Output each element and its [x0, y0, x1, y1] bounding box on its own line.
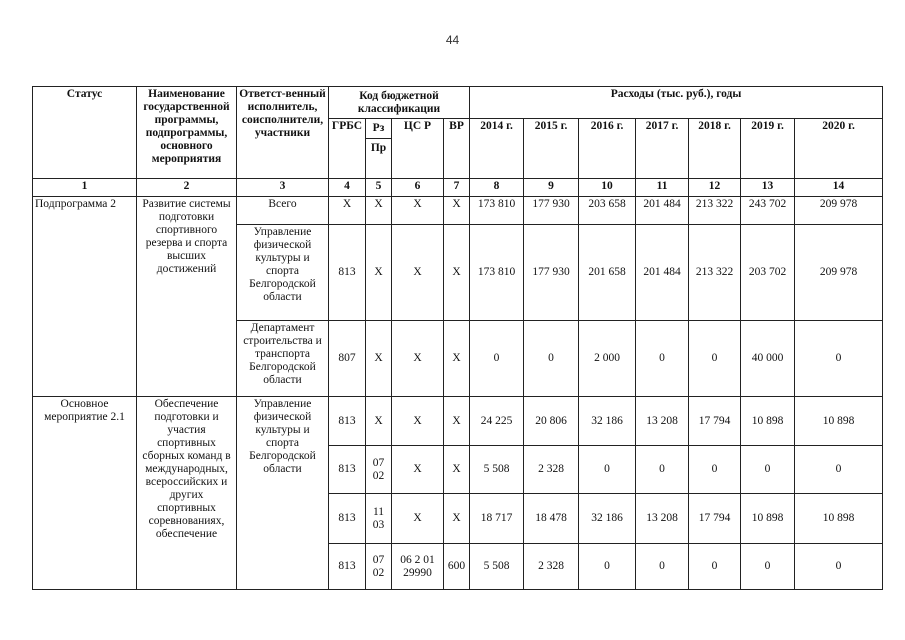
cell-pr: 02 [372, 566, 385, 579]
cell-value: 0 [470, 321, 524, 397]
cell-csr: Х [392, 321, 444, 397]
cell-vr: Х [444, 197, 470, 225]
header-year: 2018 г. [689, 119, 741, 179]
cell-value: 0 [636, 446, 689, 494]
cell-value: 0 [741, 446, 795, 494]
cell-vr: Х [444, 397, 470, 446]
cell-value: 201 484 [636, 225, 689, 321]
column-number: 5 [366, 179, 392, 197]
cell-grbs: 813 [329, 446, 366, 494]
cell-pr: 03 [372, 518, 385, 531]
header-pr: Пр [370, 142, 387, 154]
cell-value: 10 898 [741, 397, 795, 446]
cell-value: 10 898 [795, 494, 883, 544]
cell-value: 17 794 [689, 397, 741, 446]
cell-csr: Х [392, 397, 444, 446]
cell-value: 213 322 [689, 197, 741, 225]
header-year: 2017 г. [636, 119, 689, 179]
table-row [33, 197, 883, 225]
row-executor: Всего [237, 197, 329, 225]
header-vr: ВР [444, 119, 470, 179]
cell-value: 10 898 [741, 494, 795, 544]
header-budget-code: Код бюджетной классификации [329, 87, 470, 119]
budget-table [32, 86, 883, 590]
cell-vr: Х [444, 225, 470, 321]
cell-value: 0 [689, 446, 741, 494]
column-number: 9 [524, 179, 579, 197]
cell-value: 209 978 [795, 197, 883, 225]
row-name: Развитие системы подготовки спортивного резерва и спорта высших достижений [137, 197, 237, 397]
cell-value: 2 328 [524, 544, 579, 590]
cell-rz-pr [366, 446, 392, 494]
cell-value: 201 658 [579, 225, 636, 321]
header-executor: Ответст-венный исполнитель, соисполнители, участники [237, 87, 329, 179]
cell-value: 0 [795, 544, 883, 590]
column-number: 13 [741, 179, 795, 197]
cell-value: 20 806 [524, 397, 579, 446]
cell-rz-pr [366, 544, 392, 590]
cell-vr: Х [444, 494, 470, 544]
cell-value: 17 794 [689, 494, 741, 544]
header-csr: ЦС Р [392, 119, 444, 179]
column-number: 7 [444, 179, 470, 197]
header-rz-pr [366, 119, 392, 179]
cell-rz: 11 [372, 505, 385, 518]
header-status: Статус [33, 87, 137, 179]
header-rz: Рз [366, 119, 391, 139]
cell-grbs: 813 [329, 494, 366, 544]
header-year: 2015 г. [524, 119, 579, 179]
cell-vr: 600 [444, 544, 470, 590]
cell-grbs: 813 [329, 397, 366, 446]
cell-csr: Х [392, 197, 444, 225]
cell-value: 13 208 [636, 397, 689, 446]
cell-vr: Х [444, 321, 470, 397]
row-executor: Управление физической культуры и спорта Белгородской области [237, 225, 329, 321]
cell-value: 203 702 [741, 225, 795, 321]
header-grbs: ГРБС [329, 119, 366, 179]
header-year: 2014 г. [470, 119, 524, 179]
cell-value: 5 508 [470, 446, 524, 494]
header-year: 2019 г. [741, 119, 795, 179]
column-number: 8 [470, 179, 524, 197]
cell-value: 177 930 [524, 197, 579, 225]
cell-rz: Х [366, 197, 392, 225]
column-number: 1 [33, 179, 137, 197]
cell-value: 0 [741, 544, 795, 590]
cell-rz: Х [366, 397, 392, 446]
cell-rz: 07 [372, 553, 385, 566]
cell-value: 2 000 [579, 321, 636, 397]
cell-value: 0 [579, 446, 636, 494]
cell-value: 213 322 [689, 225, 741, 321]
column-numbers-row [33, 179, 883, 197]
cell-grbs: 813 [329, 225, 366, 321]
cell-csr: Х [392, 494, 444, 544]
table-row [33, 397, 883, 446]
column-number: 6 [392, 179, 444, 197]
cell-grbs: 807 [329, 321, 366, 397]
page-number: 44 [445, 33, 460, 47]
row-status: Подпрограмма 2 [33, 197, 137, 397]
cell-pr: 02 [372, 469, 385, 482]
cell-csr: Х [392, 225, 444, 321]
header-name: Наименование государственной программы, подпрограммы, основного мероприятия [137, 87, 237, 179]
cell-rz: Х [366, 225, 392, 321]
cell-rz: Х [366, 321, 392, 397]
cell-value: 0 [636, 544, 689, 590]
cell-vr: Х [444, 446, 470, 494]
cell-value: 0 [795, 321, 883, 397]
cell-value: 10 898 [795, 397, 883, 446]
header-year: 2016 г. [579, 119, 636, 179]
column-number: 3 [237, 179, 329, 197]
cell-value: 5 508 [470, 544, 524, 590]
row-executor: Управление физической культуры и спорта Белгородской области [237, 397, 329, 590]
column-number: 12 [689, 179, 741, 197]
cell-value: 13 208 [636, 494, 689, 544]
cell-value: 40 000 [741, 321, 795, 397]
cell-value: 203 658 [579, 197, 636, 225]
row-executor: Департамент строительства и транспорта Белгородской области [237, 321, 329, 397]
cell-value: 209 978 [795, 225, 883, 321]
cell-value: 18 478 [524, 494, 579, 544]
column-number: 11 [636, 179, 689, 197]
column-number: 2 [137, 179, 237, 197]
column-number: 14 [795, 179, 883, 197]
cell-csr: 06 2 01 29990 [392, 544, 444, 590]
cell-value: 243 702 [741, 197, 795, 225]
cell-value: 18 717 [470, 494, 524, 544]
row-name: Обеспечение подготовки и участия спортивных сборных команд в международных, всероссийских и других спортивных соревнованиях, обеспечение [137, 397, 237, 590]
cell-value: 0 [689, 321, 741, 397]
cell-rz: 07 [372, 456, 385, 469]
cell-grbs: 813 [329, 544, 366, 590]
cell-value: 24 225 [470, 397, 524, 446]
header-expenses: Расходы (тыс. руб.), годы [470, 87, 883, 119]
cell-value: 173 810 [470, 225, 524, 321]
cell-value: 2 328 [524, 446, 579, 494]
cell-rz-pr [366, 494, 392, 544]
cell-value: 201 484 [636, 197, 689, 225]
cell-value: 0 [524, 321, 579, 397]
cell-value: 32 186 [579, 494, 636, 544]
column-number: 4 [329, 179, 366, 197]
cell-csr: Х [392, 446, 444, 494]
header-year: 2020 г. [795, 119, 883, 179]
cell-value: 0 [689, 544, 741, 590]
cell-value: 32 186 [579, 397, 636, 446]
cell-value: 0 [579, 544, 636, 590]
row-status: Основное мероприятие 2.1 [33, 397, 137, 590]
cell-value: 0 [795, 446, 883, 494]
cell-value: 177 930 [524, 225, 579, 321]
cell-grbs: Х [329, 197, 366, 225]
cell-value: 173 810 [470, 197, 524, 225]
column-number: 10 [579, 179, 636, 197]
cell-value: 0 [636, 321, 689, 397]
